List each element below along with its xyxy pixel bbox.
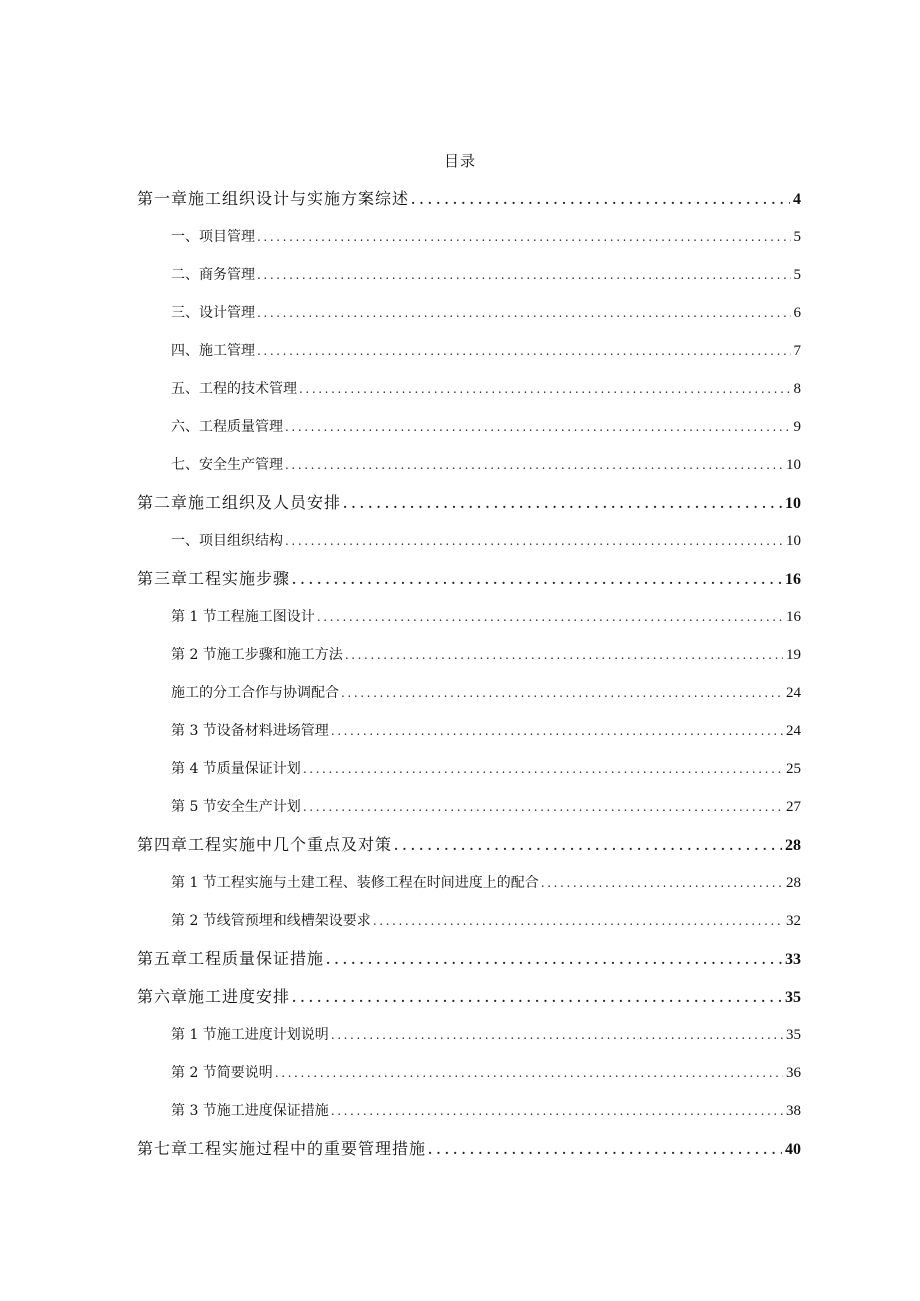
dot-leader [257,300,791,326]
toc-chapter-entry[interactable] [137,946,801,984]
toc-entry-label: 二、商务管理 [171,267,255,283]
dot-leader [411,186,790,213]
toc-section-entry[interactable] [137,604,801,642]
toc-entry-label: 第六章施工进度安排 [137,987,291,1006]
dot-leader [326,946,782,973]
dot-leader [285,414,791,440]
dot-leader [428,1136,782,1163]
toc-page-number: 4 [793,191,801,208]
toc-page-number: 27 [786,799,801,815]
toc-page-number: 38 [786,1103,801,1119]
toc-entry-label: 第 2 节施工步骤和施工方法 [171,647,343,663]
toc-chapter-entry[interactable] [137,186,801,224]
toc-section-entry[interactable] [137,1060,801,1098]
dot-leader [299,376,791,402]
toc-entry-label: 五、工程的技术管理 [171,381,297,397]
toc-entry-label: 第 3 节设备材料进场管理 [171,723,329,739]
toc-section-entry[interactable] [137,908,801,946]
toc-page-number: 7 [793,343,801,359]
toc-entry-label: 第 2 节简要说明 [171,1065,273,1081]
toc-page-number: 35 [785,989,801,1006]
toc-page-number: 10 [786,533,801,549]
toc-entry-label: 一、项目管理 [171,229,255,245]
dot-leader [303,794,783,820]
toc-page-number: 10 [785,495,801,512]
dot-leader [331,1022,783,1048]
dot-leader [257,262,791,288]
dot-leader [285,452,783,478]
toc-entry-label: 四、施工管理 [171,343,255,359]
toc-entry-label: 第 5 节安全生产计划 [171,799,301,815]
toc-entry-label: 第 1 节施工进度计划说明 [171,1027,329,1043]
dot-leader [303,756,783,782]
toc-entry-label: 三、设计管理 [171,305,255,321]
toc-section-entry[interactable] [137,756,801,794]
dot-leader [541,870,783,896]
toc-page-number: 5 [793,229,801,245]
toc-section-entry[interactable] [137,794,801,832]
toc-entry-label: 施工的分工合作与协调配合 [171,685,339,701]
toc-entry-label: 第四章工程实施中几个重点及对策 [137,835,393,854]
toc-entry-label: 第三章工程实施步骤 [137,569,291,588]
dot-leader [292,566,782,593]
dot-leader [331,718,783,744]
toc-chapter-entry[interactable] [137,984,801,1022]
dot-leader [341,680,783,706]
dot-leader [373,908,783,934]
toc-chapter-entry[interactable] [137,1136,801,1174]
toc-chapter-entry[interactable] [137,832,801,870]
toc-page-number: 24 [786,685,801,701]
toc-entry-label: 第七章工程实施过程中的重要管理措施 [137,1139,427,1158]
toc-title: 目录 [443,152,476,170]
dot-leader [275,1060,783,1086]
dot-leader [345,642,783,668]
toc-entry-label: 七、安全生产管理 [171,457,283,473]
toc-section-entry[interactable] [137,718,801,756]
toc-page-number: 6 [793,305,801,321]
toc-page-number: 10 [786,457,801,473]
toc-page-number: 28 [786,875,801,891]
toc-section-entry[interactable] [137,1098,801,1136]
toc-page-number: 16 [786,609,801,625]
toc-page-number: 32 [786,913,801,929]
dot-leader [343,490,782,517]
toc-page-number: 5 [793,267,801,283]
toc-page-number: 36 [786,1065,801,1081]
toc-section-entry[interactable] [137,642,801,680]
toc-page-number: 28 [785,837,801,854]
toc-chapter-entry[interactable] [137,490,801,528]
toc-section-entry[interactable] [137,528,801,566]
toc-section-entry[interactable] [137,338,801,376]
toc-page-number: 24 [786,723,801,739]
dot-leader [331,1098,783,1124]
toc-entry-label: 第二章施工组织及人员安排 [137,493,342,512]
toc-page-number: 19 [786,647,801,663]
toc-section-entry[interactable] [137,376,801,414]
table-of-contents [137,186,801,1174]
dot-leader [257,338,791,364]
toc-section-entry[interactable] [137,224,801,262]
toc-entry-label: 第五章工程质量保证措施 [137,949,325,968]
toc-section-entry[interactable] [137,452,801,490]
toc-entry-label: 第 1 节工程实施与土建工程、装修工程在时间进度上的配合 [171,875,539,891]
toc-section-entry[interactable] [137,300,801,338]
toc-entry-label: 第 2 节线管预埋和线槽架设要求 [171,913,371,929]
toc-section-entry[interactable] [137,1022,801,1060]
toc-section-entry[interactable] [137,262,801,300]
toc-section-entry[interactable] [137,680,801,718]
toc-entry-label: 六、工程质量管理 [171,419,283,435]
toc-page-number: 35 [786,1027,801,1043]
toc-page-number: 33 [785,951,801,968]
toc-page-number: 40 [785,1141,801,1158]
toc-section-entry[interactable] [137,870,801,908]
toc-entry-label: 第一章施工组织设计与实施方案综述 [137,189,410,208]
toc-entry-label: 第 1 节工程施工图设计 [171,609,315,625]
toc-page-number: 9 [793,419,801,435]
toc-chapter-entry[interactable] [137,566,801,604]
dot-leader [285,528,783,554]
dot-leader [257,224,791,250]
dot-leader [394,832,782,859]
toc-page-number: 8 [793,381,801,397]
toc-entry-label: 第 4 节质量保证计划 [171,761,301,777]
toc-page-number: 25 [786,761,801,777]
toc-section-entry[interactable] [137,414,801,452]
dot-leader [292,984,782,1011]
toc-entry-label: 第 3 节施工进度保证措施 [171,1103,329,1119]
toc-entry-label: 一、项目组织结构 [171,533,283,549]
toc-page-number: 16 [785,571,801,588]
dot-leader [317,604,783,630]
